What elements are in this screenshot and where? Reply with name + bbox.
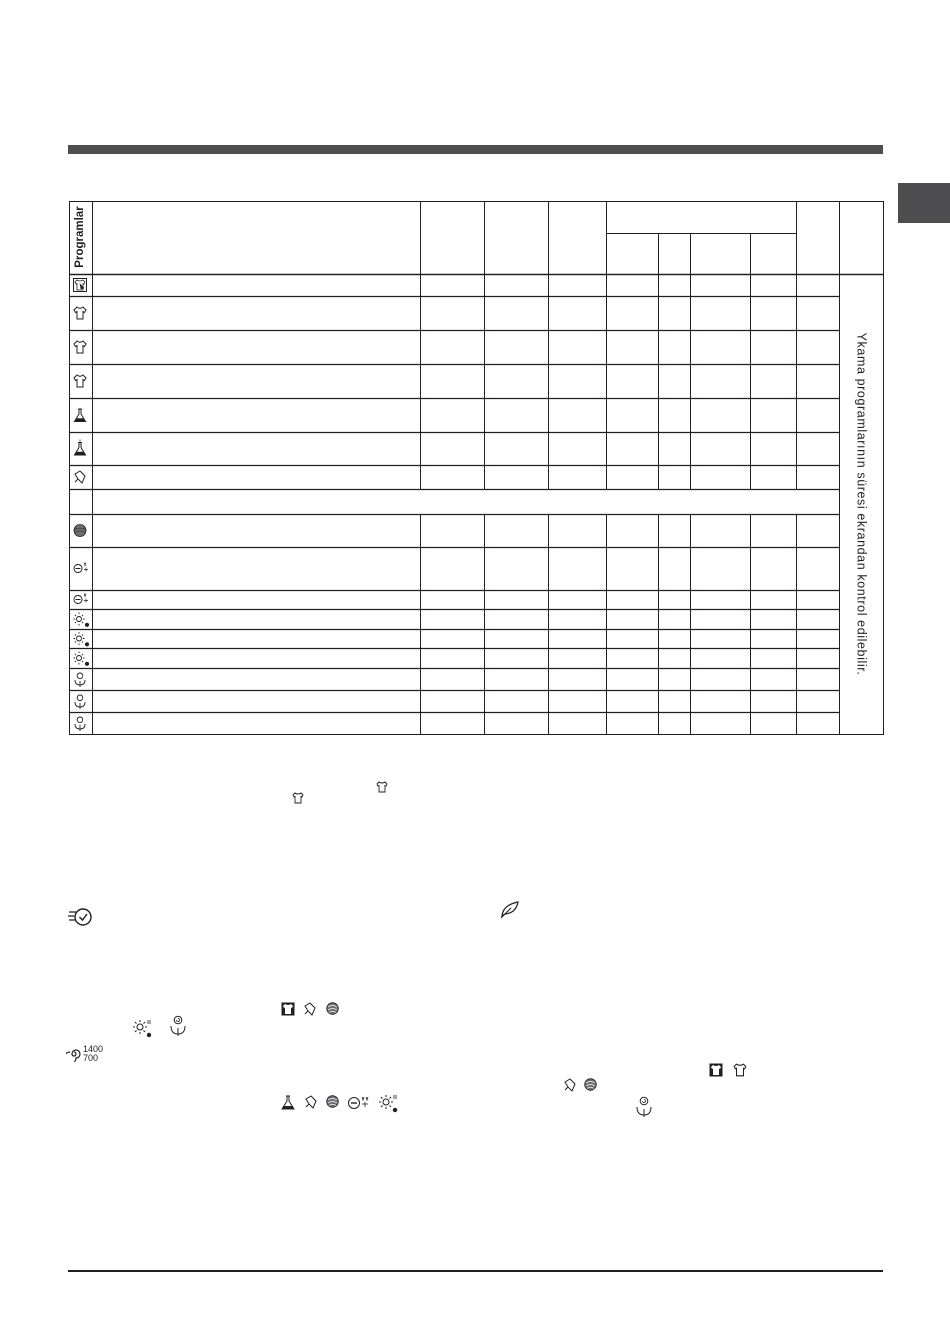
spin-max-label: 1400: [83, 1044, 104, 1054]
rinse-icon: [75, 717, 85, 731]
spin-icon: [66, 1046, 82, 1062]
silk-icon: [563, 1078, 577, 1092]
shirt-icon: [376, 781, 388, 793]
wool-icon: [326, 1002, 339, 1015]
section-header-bar: [68, 145, 883, 154]
sun-icon: [74, 613, 89, 627]
quick-wash-icon: [67, 906, 93, 928]
programs-header-label: Programlar: [74, 206, 86, 268]
rinse-icon: [75, 673, 85, 687]
rinse-icon: [75, 695, 85, 709]
sun-icon: [379, 1093, 399, 1113]
shirt-icon: [292, 792, 304, 804]
programs-header: [69, 201, 91, 273]
flask-icon: [280, 1095, 296, 1111]
silk-icon: [75, 471, 85, 483]
shirt-icon: [74, 307, 86, 319]
shirt-icon: [74, 375, 86, 387]
sun-icon: [133, 1018, 153, 1038]
silk-icon: [304, 1095, 318, 1109]
shirt-stain-icon: [74, 279, 87, 292]
wool-icon: [584, 1078, 597, 1091]
spin-min-label: 700: [83, 1053, 99, 1063]
footer-rule: [68, 1270, 883, 1272]
mix-icon: [74, 594, 88, 604]
shirt-icon: [74, 341, 86, 353]
sun-icon: [74, 652, 89, 666]
shirt-stain-icon: [709, 1063, 723, 1077]
flask-icon: [75, 409, 86, 422]
table-grid: [69, 201, 884, 735]
silk-icon: [303, 1002, 317, 1016]
duration-note: [839, 274, 884, 735]
mix-icon: [347, 1094, 371, 1110]
rinse-icon: [169, 1015, 187, 1037]
language-tab: [898, 183, 950, 223]
table-border: [70, 202, 884, 735]
duration-note-text: Ykama programlarının süresi ekrandan kontrol edilebilir.: [854, 332, 869, 676]
sun-icon: [74, 632, 89, 646]
flask-drops-icon: [75, 440, 86, 456]
wool-icon: [326, 1095, 339, 1108]
rinse-icon: [635, 1096, 653, 1118]
mix-icon: [74, 563, 88, 573]
program-table: [69, 201, 884, 735]
shirt-icon: [733, 1063, 747, 1077]
wool-icon: [74, 525, 86, 537]
shirt-stain-icon: [281, 1002, 295, 1016]
eco-leaf-icon: [499, 899, 521, 919]
